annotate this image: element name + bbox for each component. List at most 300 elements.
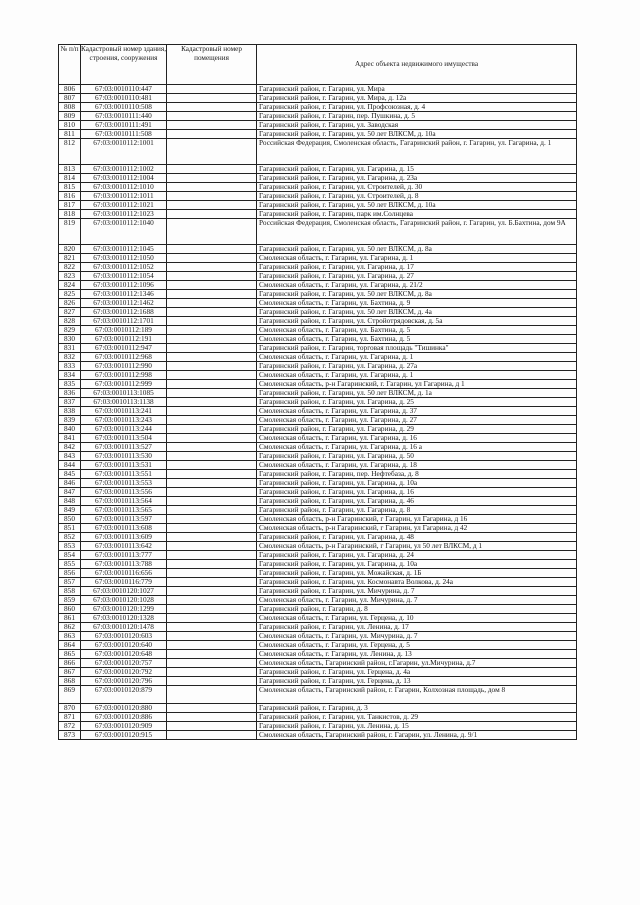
row-number: 871: [59, 713, 81, 722]
room-cadastral-number: [167, 731, 257, 740]
table-row: [59, 560, 577, 569]
cadastral-number: 67:03:0010112:1346: [81, 290, 167, 299]
row-number: 869: [59, 686, 81, 704]
room-cadastral-number: [167, 425, 257, 434]
row-number: 812: [59, 139, 81, 165]
property-address: Гагаринский район, г. Гагарин, ул. Гагарина, д. 8: [257, 506, 577, 515]
cadastral-number: 67:03:0010110:481: [81, 94, 167, 103]
cadastral-number: 67:03:0010120:909: [81, 722, 167, 731]
room-cadastral-number: [167, 165, 257, 174]
cadastral-number: 67:03:0010113:609: [81, 533, 167, 542]
table-row: [59, 407, 577, 416]
room-cadastral-number: [167, 659, 257, 668]
room-cadastral-number: [167, 569, 257, 578]
room-cadastral-number: [167, 85, 257, 94]
table-row: [59, 299, 577, 308]
cadastral-number: 67:03:0010111:508: [81, 130, 167, 139]
row-number: 868: [59, 677, 81, 686]
row-number: 863: [59, 632, 81, 641]
room-cadastral-number: [167, 308, 257, 317]
cadastral-number: 67:03:0010112:1462: [81, 299, 167, 308]
property-address: Гагаринский район, г. Гагарин, ул. Строителей, д. 8: [257, 192, 577, 201]
row-number: 818: [59, 210, 81, 219]
row-number: 810: [59, 121, 81, 130]
room-cadastral-number: [167, 326, 257, 335]
table-row: [59, 731, 577, 740]
table-row: [59, 659, 577, 668]
room-cadastral-number: [167, 353, 257, 362]
cadastral-number: 67:03:0010112:1010: [81, 183, 167, 192]
row-number: 862: [59, 623, 81, 632]
row-number: 833: [59, 362, 81, 371]
table-row: [59, 506, 577, 515]
table-row: [59, 130, 577, 139]
room-cadastral-number: [167, 344, 257, 353]
table-row: [59, 344, 577, 353]
row-number: 819: [59, 219, 81, 245]
cadastral-number: 67:03:0010112:1040: [81, 219, 167, 245]
cadastral-number: 67:03:0010112:189: [81, 326, 167, 335]
property-address: Смоленская область, г. Гагарин, ул. Гагарина, д. 27: [257, 416, 577, 425]
header-num: № п/п: [59, 45, 81, 85]
row-number: 807: [59, 94, 81, 103]
room-cadastral-number: [167, 335, 257, 344]
property-address: Гагаринский район, г. Гагарин, ул. Гагарина, д. 27: [257, 272, 577, 281]
property-address: Смоленская область, г. Гагарин, ул. Герцена, д. 5: [257, 641, 577, 650]
row-number: 860: [59, 605, 81, 614]
table-row: [59, 686, 577, 704]
room-cadastral-number: [167, 605, 257, 614]
cadastral-number: 67:03:0010120:796: [81, 677, 167, 686]
property-address: Гагаринский район, г. Гагарин, ул. Ленина, д. 17: [257, 623, 577, 632]
table-row: [59, 398, 577, 407]
row-number: 849: [59, 506, 81, 515]
room-cadastral-number: [167, 722, 257, 731]
row-number: 835: [59, 380, 81, 389]
row-number: 848: [59, 497, 81, 506]
property-address: Гагаринский район, г. Гагарин, парк им.Солнцева: [257, 210, 577, 219]
room-cadastral-number: [167, 632, 257, 641]
table-row: [59, 515, 577, 524]
room-cadastral-number: [167, 488, 257, 497]
table-row: [59, 308, 577, 317]
row-number: 839: [59, 416, 81, 425]
table-row: [59, 524, 577, 533]
row-number: 854: [59, 551, 81, 560]
table-row: [59, 353, 577, 362]
row-number: 867: [59, 668, 81, 677]
cadastral-number: 67:03:0010110:508: [81, 103, 167, 112]
cadastral-number: 67:03:0010120:640: [81, 641, 167, 650]
property-address: Смоленская область, р-н Гагаринский, г Гагарин, ул 50 лет ВЛКСМ, д 1: [257, 542, 577, 551]
room-cadastral-number: [167, 524, 257, 533]
cadastral-number: 67:03:0010113:565: [81, 506, 167, 515]
table-row: [59, 94, 577, 103]
room-cadastral-number: [167, 398, 257, 407]
cadastral-number: 67:03:0010120:879: [81, 686, 167, 704]
row-number: 837: [59, 398, 81, 407]
table-row: [59, 650, 577, 659]
row-number: 846: [59, 479, 81, 488]
table-header-row: [59, 45, 577, 85]
room-cadastral-number: [167, 434, 257, 443]
cadastral-number: 67:03:0010112:1021: [81, 201, 167, 210]
row-number: 826: [59, 299, 81, 308]
row-number: 847: [59, 488, 81, 497]
room-cadastral-number: [167, 281, 257, 290]
table-row: [59, 139, 577, 165]
cadastral-number: 67:03:0010116:656: [81, 569, 167, 578]
row-number: 856: [59, 569, 81, 578]
cadastral-number: 67:03:0010120:757: [81, 659, 167, 668]
row-number: 870: [59, 704, 81, 713]
cadastral-number: 67:03:0010112:947: [81, 344, 167, 353]
row-number: 816: [59, 192, 81, 201]
property-address: Гагаринский район, г. Гагарин, ул. Гагарина, д. 23а: [257, 174, 577, 183]
row-number: 832: [59, 353, 81, 362]
property-address: Гагаринский район, г. Гагарин, ул. Космонавта Волкова, д. 24а: [257, 578, 577, 587]
row-number: 834: [59, 371, 81, 380]
cadastral-number: 67:03:0010120:1328: [81, 614, 167, 623]
property-address: Гагаринский район, г. Гагарин, ул. Танкистов, д. 29: [257, 713, 577, 722]
table-row: [59, 587, 577, 596]
cadastral-number: 67:03:0010112:1096: [81, 281, 167, 290]
property-address: Смоленская область, г. Гагарин, ул. Бахтина, д. 5: [257, 326, 577, 335]
property-address: Гагаринский район, г. Гагарин, ул. Герцена, д. 13: [257, 677, 577, 686]
cadastral-number: 67:03:0010113:1085: [81, 389, 167, 398]
room-cadastral-number: [167, 668, 257, 677]
cadastral-number: 67:03:0010113:556: [81, 488, 167, 497]
room-cadastral-number: [167, 112, 257, 121]
row-number: 866: [59, 659, 81, 668]
table-row: [59, 569, 577, 578]
cadastral-number: 67:03:0010112:1050: [81, 254, 167, 263]
room-cadastral-number: [167, 641, 257, 650]
row-number: 861: [59, 614, 81, 623]
table-row: [59, 722, 577, 731]
cadastral-number: 67:03:0010113:564: [81, 497, 167, 506]
table-row: [59, 479, 577, 488]
room-cadastral-number: [167, 389, 257, 398]
room-cadastral-number: [167, 183, 257, 192]
room-cadastral-number: [167, 623, 257, 632]
room-cadastral-number: [167, 380, 257, 389]
table-row: [59, 335, 577, 344]
table-row: [59, 632, 577, 641]
table-row: [59, 245, 577, 254]
cadastral-number: 67:03:0010112:1701: [81, 317, 167, 326]
table-row: [59, 192, 577, 201]
room-cadastral-number: [167, 650, 257, 659]
row-number: 841: [59, 434, 81, 443]
cadastral-number: 67:03:0010120:880: [81, 704, 167, 713]
room-cadastral-number: [167, 219, 257, 245]
cadastral-number: 67:03:0010112:1052: [81, 263, 167, 272]
table-row: [59, 389, 577, 398]
room-cadastral-number: [167, 201, 257, 210]
room-cadastral-number: [167, 272, 257, 281]
table-row: [59, 704, 577, 713]
cadastral-number: 67:03:0010112:1002: [81, 165, 167, 174]
cadastral-number: 67:03:0010113:244: [81, 425, 167, 434]
room-cadastral-number: [167, 130, 257, 139]
table-row: [59, 165, 577, 174]
room-cadastral-number: [167, 461, 257, 470]
property-address: Гагаринский район, г. Гагарин, д. 3: [257, 704, 577, 713]
room-cadastral-number: [167, 407, 257, 416]
row-number: 811: [59, 130, 81, 139]
cadastral-number: 67:03:0010113:642: [81, 542, 167, 551]
property-address: Российская Федерация, Смоленская область, Гагаринский район, г. Гагарин, ул. Б.Бахтина, дом 9А: [257, 219, 577, 245]
property-address: Гагаринский район, г. Гагарин, ул. Заводская: [257, 121, 577, 130]
cadastral-number: 67:03:0010113:243: [81, 416, 167, 425]
table-row: [59, 263, 577, 272]
room-cadastral-number: [167, 713, 257, 722]
property-address: Смоленская область, г. Гагарин, ул. Мичурина, д. 7: [257, 632, 577, 641]
row-number: 821: [59, 254, 81, 263]
table-row: [59, 641, 577, 650]
cadastral-number: 67:03:0010112:1011: [81, 192, 167, 201]
room-cadastral-number: [167, 139, 257, 165]
room-cadastral-number: [167, 479, 257, 488]
row-number: 830: [59, 335, 81, 344]
property-address: Смоленская область, г. Гагарин, ул. Гагарина, д. 18: [257, 461, 577, 470]
table-row: [59, 254, 577, 263]
row-number: 809: [59, 112, 81, 121]
table-row: [59, 443, 577, 452]
property-address: Гагаринский район, г. Гагарин, пер. Пушкина, д. 5: [257, 112, 577, 121]
property-address: Гагаринский район, г. Гагарин, ул. Гагарина, д. 10а: [257, 479, 577, 488]
row-number: 836: [59, 389, 81, 398]
row-number: 815: [59, 183, 81, 192]
property-address: Гагаринский район, г. Гагарин, ул. Гагарина, д. 17: [257, 263, 577, 272]
room-cadastral-number: [167, 263, 257, 272]
table-row: [59, 533, 577, 542]
table-row: [59, 317, 577, 326]
table-row: [59, 677, 577, 686]
room-cadastral-number: [167, 704, 257, 713]
room-cadastral-number: [167, 371, 257, 380]
cadastral-number: 67:03:0010113:551: [81, 470, 167, 479]
property-address: Гагаринский район, г. Гагарин, ул. Ленина, д. 15: [257, 722, 577, 731]
property-address: Смоленская область, г. Гагарин, ул. Мичурина, д. 7: [257, 596, 577, 605]
table-row: [59, 371, 577, 380]
property-address: Смоленская область, г. Гагарин, ул. Бахтина, д. 9: [257, 299, 577, 308]
property-address: Гагаринский район, г. Гагарин, ул. Гагарина, д. 29: [257, 425, 577, 434]
cadastral-number: 67:03:0010113:504: [81, 434, 167, 443]
cadastral-number: 67:03:0010120:603: [81, 632, 167, 641]
property-address: Гагаринский район, г. Гагарин, ул. Мира, д. 12а: [257, 94, 577, 103]
property-address: Смоленская область, г. Гагарин, ул. Ленина, д. 13: [257, 650, 577, 659]
property-address: Гагаринский район, г. Гагарин, торговая площадь "Тишинка": [257, 344, 577, 353]
room-cadastral-number: [167, 416, 257, 425]
cadastral-number: 67:03:0010113:527: [81, 443, 167, 452]
room-cadastral-number: [167, 560, 257, 569]
room-cadastral-number: [167, 515, 257, 524]
property-address: Смоленская область, г. Гагарин, ул. Гагарина, д. 1: [257, 353, 577, 362]
table-row: [59, 461, 577, 470]
cadastral-number: 67:03:0010111:491: [81, 121, 167, 130]
row-number: 873: [59, 731, 81, 740]
row-number: 865: [59, 650, 81, 659]
room-cadastral-number: [167, 470, 257, 479]
row-number: 872: [59, 722, 81, 731]
table-row: [59, 416, 577, 425]
row-number: 855: [59, 560, 81, 569]
property-address: Гагаринский район, г. Гагарин, ул. 50 лет ВЛКСМ, д. 1а: [257, 389, 577, 398]
property-address: Смоленская область, г. Гагарин, ул. Бахтина, д. 5: [257, 335, 577, 344]
cadastral-number: 67:03:0010120:1028: [81, 596, 167, 605]
table-row: [59, 272, 577, 281]
row-number: 814: [59, 174, 81, 183]
table-row: [59, 614, 577, 623]
table-row: [59, 183, 577, 192]
property-address: Гагаринский район, г. Гагарин, ул. Гагарина, д. 46: [257, 497, 577, 506]
row-number: 824: [59, 281, 81, 290]
row-number: 859: [59, 596, 81, 605]
cadastral-number: 67:03:0010120:886: [81, 713, 167, 722]
cadastral-number: 67:03:0010120:792: [81, 668, 167, 677]
cadastral-number: 67:03:0010112:1688: [81, 308, 167, 317]
row-number: 838: [59, 407, 81, 416]
table-row: [59, 596, 577, 605]
room-cadastral-number: [167, 614, 257, 623]
table-row: [59, 452, 577, 461]
room-cadastral-number: [167, 686, 257, 704]
room-cadastral-number: [167, 551, 257, 560]
room-cadastral-number: [167, 254, 257, 263]
cadastral-number: 67:03:0010112:999: [81, 380, 167, 389]
property-address: Гагаринский район, г. Гагарин, ул. 50 лет ВЛКСМ, д. 10а: [257, 201, 577, 210]
cadastral-number: 67:03:0010112:1045: [81, 245, 167, 254]
property-address: Гагаринский район, г. Гагарин, ул. Гагарина, д. 27а: [257, 362, 577, 371]
row-number: 822: [59, 263, 81, 272]
room-cadastral-number: [167, 210, 257, 219]
table-row: [59, 121, 577, 130]
room-cadastral-number: [167, 103, 257, 112]
table-row: [59, 497, 577, 506]
property-address: Смоленская область, Гагаринский район, г. Гагарин, Колхозная площадь, дом 8: [257, 686, 577, 704]
property-address: Гагаринский район, г. Гагарин, ул. Гагарина, д. 25: [257, 398, 577, 407]
cadastral-number: 67:03:0010120:1478: [81, 623, 167, 632]
room-cadastral-number: [167, 290, 257, 299]
room-cadastral-number: [167, 677, 257, 686]
row-number: 828: [59, 317, 81, 326]
table-row: [59, 551, 577, 560]
row-number: 825: [59, 290, 81, 299]
room-cadastral-number: [167, 542, 257, 551]
property-address: Смоленская область, г. Гагарин, ул. Гагарина, д. 1: [257, 254, 577, 263]
property-address: Гагаринский район, г. Гагарин, ул. Мичурина, д. 7: [257, 587, 577, 596]
cadastral-number: 67:03:0010113:777: [81, 551, 167, 560]
row-number: 823: [59, 272, 81, 281]
table-row: [59, 434, 577, 443]
row-number: 864: [59, 641, 81, 650]
row-number: 851: [59, 524, 81, 533]
cadastral-number: 67:03:0010113:553: [81, 479, 167, 488]
cadastral-number: 67:03:0010113:530: [81, 452, 167, 461]
room-cadastral-number: [167, 497, 257, 506]
cadastral-number: 67:03:0010113:241: [81, 407, 167, 416]
room-cadastral-number: [167, 443, 257, 452]
header-cadastral-room: Кадастровый номер помещения: [167, 45, 257, 85]
cadastral-number: 67:03:0010113:597: [81, 515, 167, 524]
property-address: Гагаринский район, г. Гагарин, ул. 50 лет ВЛКСМ, д. 8а: [257, 290, 577, 299]
table-row: [59, 112, 577, 121]
room-cadastral-number: [167, 121, 257, 130]
table-row: [59, 425, 577, 434]
room-cadastral-number: [167, 578, 257, 587]
property-address: Гагаринский район, г. Гагарин, ул. Мира: [257, 85, 577, 94]
table-row: [59, 210, 577, 219]
row-number: 843: [59, 452, 81, 461]
property-address: Смоленская область, р-н Гагаринский, г Гагарин, ул Гагарина, д 16: [257, 515, 577, 524]
room-cadastral-number: [167, 596, 257, 605]
property-address: Гагаринский район, г. Гагарин, ул. Герцена, д. 4а: [257, 668, 577, 677]
row-number: 853: [59, 542, 81, 551]
cadastral-number: 67:03:0010112:191: [81, 335, 167, 344]
cadastral-number: 67:03:0010110:447: [81, 85, 167, 94]
table-row: [59, 326, 577, 335]
table-row: [59, 362, 577, 371]
table-row: [59, 201, 577, 210]
property-address: Гагаринский район, г. Гагарин, ул. Профсоюзная, д. 4: [257, 103, 577, 112]
row-number: 827: [59, 308, 81, 317]
table-row: [59, 542, 577, 551]
room-cadastral-number: [167, 174, 257, 183]
table-row: [59, 605, 577, 614]
row-number: 850: [59, 515, 81, 524]
property-address: Гагаринский район, г. Гагарин, пер. Нефтебаза, д. 8: [257, 470, 577, 479]
table-row: [59, 85, 577, 94]
row-number: 806: [59, 85, 81, 94]
table-row: [59, 470, 577, 479]
cadastral-number: 67:03:0010120:1299: [81, 605, 167, 614]
cadastral-number: 67:03:0010113:1138: [81, 398, 167, 407]
table-row: [59, 623, 577, 632]
table-row: [59, 290, 577, 299]
row-number: 844: [59, 461, 81, 470]
row-number: 831: [59, 344, 81, 353]
table-row: [59, 578, 577, 587]
room-cadastral-number: [167, 317, 257, 326]
property-address: Российская Федерация, Смоленская область, Гагаринский район, г. Гагарин, ул. Гагарина, д. 1: [257, 139, 577, 165]
property-address: Гагаринский район, г. Гагарин, ул. Гагарина, д. 16: [257, 488, 577, 497]
property-address: Смоленская область, г. Гагарин, ул. Гагарина, д. 16: [257, 434, 577, 443]
room-cadastral-number: [167, 533, 257, 542]
row-number: 820: [59, 245, 81, 254]
property-address: Гагаринский район, г. Гагарин, ул. 50 лет ВЛКСМ, д. 8а: [257, 245, 577, 254]
table-row: [59, 488, 577, 497]
room-cadastral-number: [167, 452, 257, 461]
row-number: 857: [59, 578, 81, 587]
table-body: [59, 85, 577, 740]
cadastral-number: 67:03:0010112:990: [81, 362, 167, 371]
property-address: Гагаринский район, г. Гагарин, ул. Стройотрядовская, д. 5а: [257, 317, 577, 326]
cadastral-number: 67:03:0010113:788: [81, 560, 167, 569]
property-address: Смоленская область, Гагаринский район, г.Гагарин, ул.Мичурина, д.7: [257, 659, 577, 668]
room-cadastral-number: [167, 299, 257, 308]
cadastral-number: 67:03:0010112:1001: [81, 139, 167, 165]
row-number: 852: [59, 533, 81, 542]
table-row: [59, 219, 577, 245]
property-address: Гагаринский район, г. Гагарин, ул. Гагарина, д. 10а: [257, 560, 577, 569]
cadastral-number: 67:03:0010112:998: [81, 371, 167, 380]
table-row: [59, 380, 577, 389]
room-cadastral-number: [167, 245, 257, 254]
row-number: 840: [59, 425, 81, 434]
room-cadastral-number: [167, 362, 257, 371]
